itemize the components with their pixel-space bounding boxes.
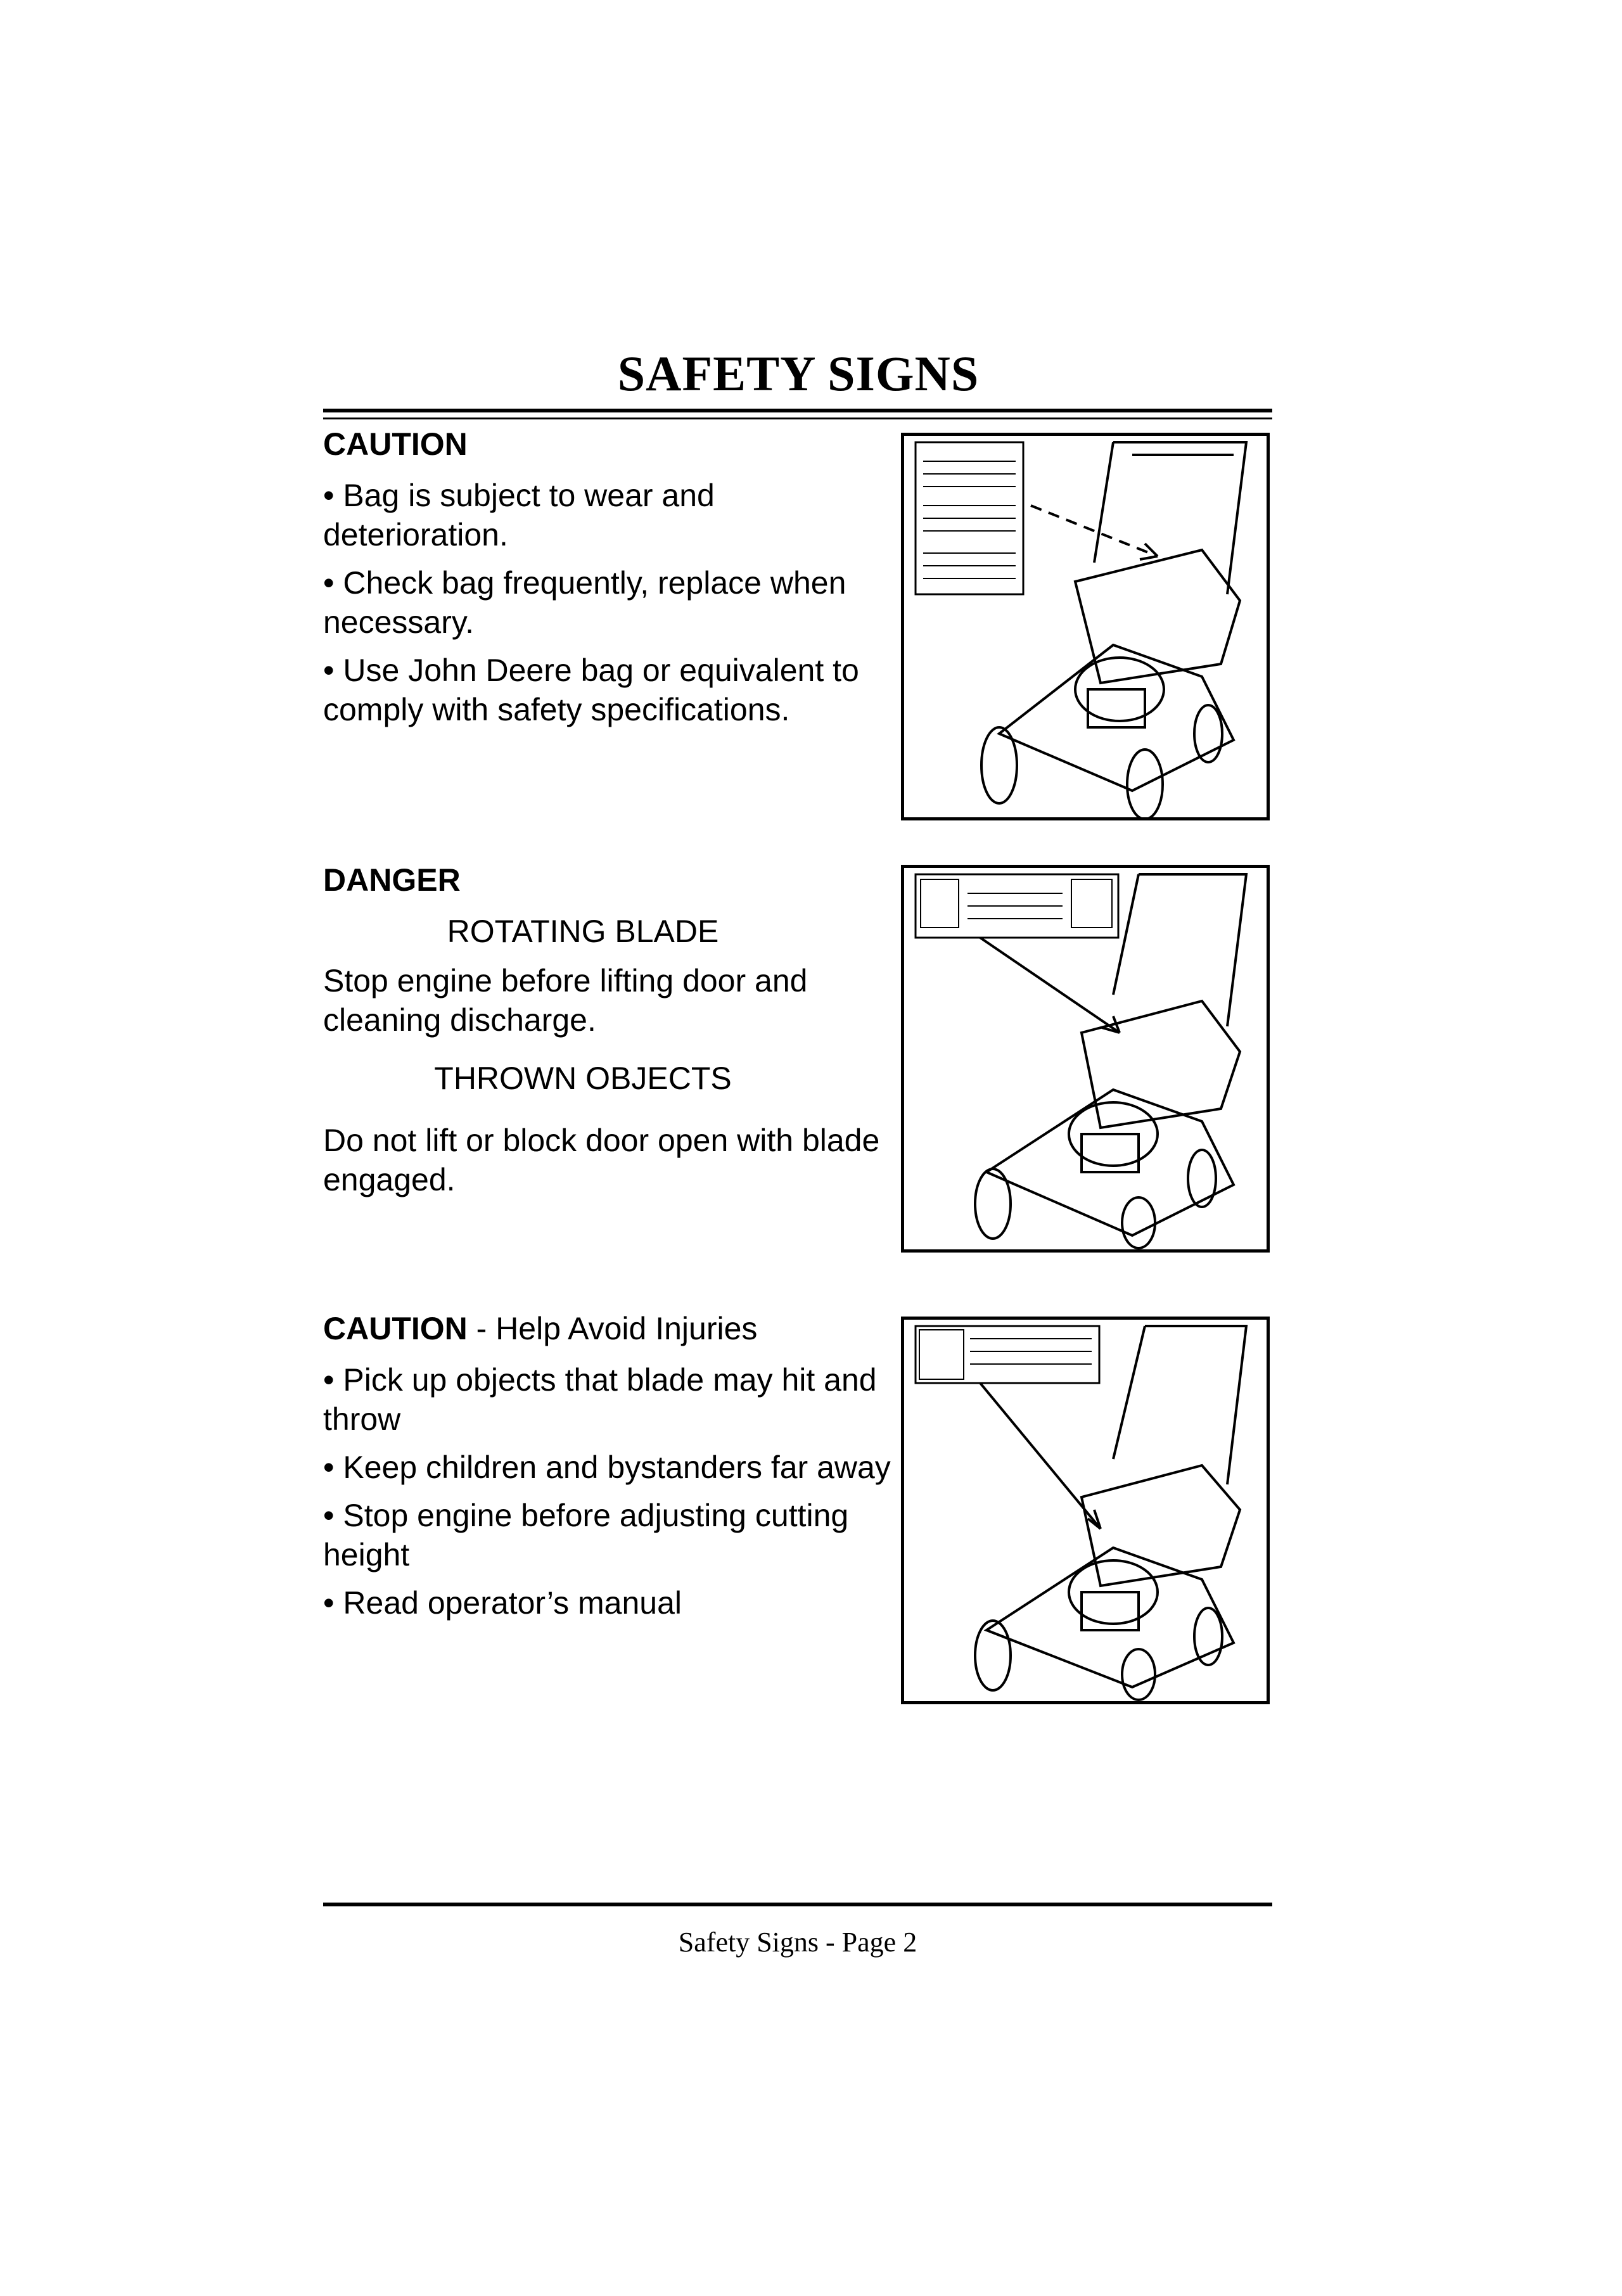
mower-with-danger-decal-icon <box>901 865 1270 1253</box>
section-heading <box>323 1309 893 1348</box>
subheading-thrown-objects: THROWN OBJECTS <box>434 1061 732 1096</box>
section-heading-strong: CAUTION <box>323 1311 468 1346</box>
bullet-item: • Stop engine before adjusting cutting height <box>323 1498 849 1572</box>
mower-with-engine-caution-decal-icon <box>901 1317 1270 1704</box>
caution-bag-section <box>323 424 893 738</box>
title-rule-thick <box>323 409 1272 412</box>
danger-section <box>323 860 893 1199</box>
bullet-item: • Check bag frequently, replace when necessary. <box>323 565 846 640</box>
section-heading: CAUTION <box>323 426 468 462</box>
bullet-item: • Bag is subject to wear and deterioration. <box>323 478 715 552</box>
title-rule-thin <box>323 418 1272 419</box>
bullet-item: • Read operator’s manual <box>323 1585 682 1621</box>
subheading-rotating-blade: ROTATING BLADE <box>447 914 719 949</box>
page-footer: Safety Signs - Page 2 <box>678 1927 917 1958</box>
section-heading: DANGER <box>323 862 461 898</box>
footer-rule <box>323 1903 1272 1906</box>
section-heading-suffix: - Help Avoid Injuries <box>467 1311 758 1346</box>
section-text: Stop engine before lifting door and cleaning discharge. <box>323 963 808 1038</box>
mower-with-bag-caution-decal-icon <box>901 433 1270 820</box>
page-title: SAFETY SIGNS <box>617 346 980 401</box>
section-text: Do not lift or block door open with blade engaged. <box>323 1123 880 1197</box>
bullet-item: • Pick up objects that blade may hit and throw <box>323 1362 877 1437</box>
bullet-item: • Use John Deere bag or equivalent to comply with safety specifications. <box>323 653 859 727</box>
caution-injuries-section <box>323 1309 893 1631</box>
bullet-item: • Keep children and bystanders far away <box>323 1450 891 1485</box>
